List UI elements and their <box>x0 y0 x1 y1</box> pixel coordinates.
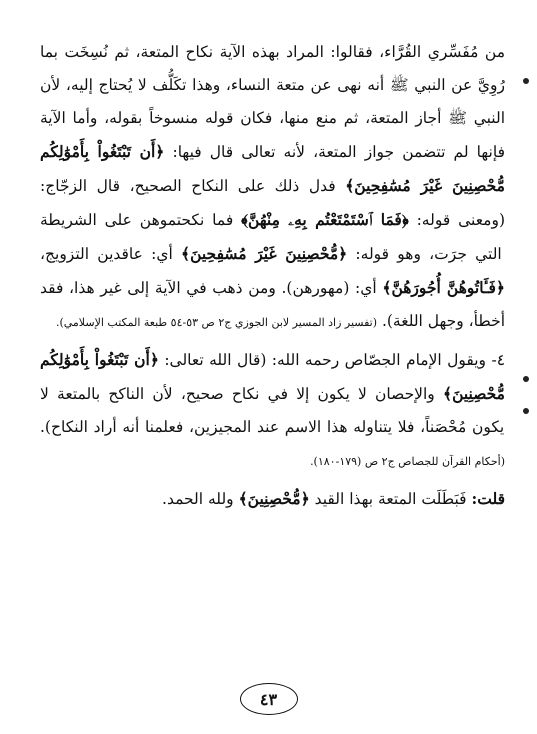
quran-verse: ﴿أَن تَبْتَغُواْ بِأَمْوَٰلِكُم مُّحْصِنِينَ﴾ <box>40 350 505 403</box>
text-run: من مُفَسِّري القُرَّاء، فقالوا: المراد بهذه الآية نكاح المتعة، ثم نُسِخَت بما رُوِيَّ عن النبي ﷺ أنه نهى عن متعة النساء، وهذا تكَلُّف لا يُحتاج إليه، لأن النبي ﷺ أجاز المتعة، ثم منع منها، فكان قوله منسوخاً بقوله، وأما الآية فإنها لم تتضمن جواز المتعة، لأنه تعالى قال فيها: <box>40 43 505 161</box>
margin-mark <box>523 376 529 382</box>
body-text <box>40 36 505 516</box>
paragraph-tafsir-zad-al-masir <box>40 36 505 339</box>
citation: (أحكام القرآن للجصاص ج٢ ص (١٧٩-١٨٠). <box>310 455 505 468</box>
page-number: ٤٣ <box>240 683 298 715</box>
quran-verse: ﴿فَمَا ٱسْتَمْتَعْتُم بِهِۦ مِنْهُنَّ﴾ <box>241 210 409 229</box>
text-run: والإحصان لا يكون إلا في نكاح صحيح، لأن الناكح بالمتعة لا يكون مُحْصَناً، فلا يتناوله هذا الاسم عند المجيزين، فعلمنا أنه أراد النكاح). <box>40 385 505 436</box>
text-run: ٤- ويقول الإمام الجصّاص رحمه الله: (قال الله تعالى: <box>158 351 506 369</box>
text-run: ولله الحمد. <box>162 490 234 508</box>
text-run: فَبَطَلَت المتعة بهذا القيد <box>309 490 467 508</box>
text-run: فدل ذلك على النكاح الصحيح، قال الزجّاج: (ومعنى قوله: <box>40 177 506 229</box>
quran-verse: ﴿مُّحْصِنِينَ﴾ <box>238 489 310 508</box>
quran-verse: ﴿فَـَٔاتُوهُنَّ أُجُورَهُنَّ﴾ <box>382 278 505 297</box>
text-run: أي: (مهورهن). ومن ذهب في الآية إلى غير هذا، فقد أخطأ، وجهل اللغة). <box>40 279 505 330</box>
quran-verse: ﴿مُّحْصِنِينَ غَيْرَ مُسَٰفِحِينَ﴾ <box>181 244 348 263</box>
paragraph-al-jassas <box>40 343 505 478</box>
text-run: أي: عاقدين التزويج، <box>40 245 173 263</box>
conclusion-label: قلت: <box>471 489 505 508</box>
margin-mark <box>523 78 529 84</box>
text-run: فما نكحتموهن على الشريطة التي جرَت، وهو قوله: <box>40 211 502 263</box>
citation: (تفسير زاد المسير لابن الجوزي ج٢ ص ٥٣-٥٤ طبعة المكتب الإسلامي). <box>55 316 378 329</box>
paragraph-conclusion <box>40 482 505 516</box>
quran-verse: ﴿أَن تَبْتَغُواْ بِأَمْوَٰلِكُم مُّحْصِنِينَ غَيْرَ مُسَٰفِحِينَ﴾ <box>40 142 505 195</box>
margin-mark <box>523 408 529 414</box>
